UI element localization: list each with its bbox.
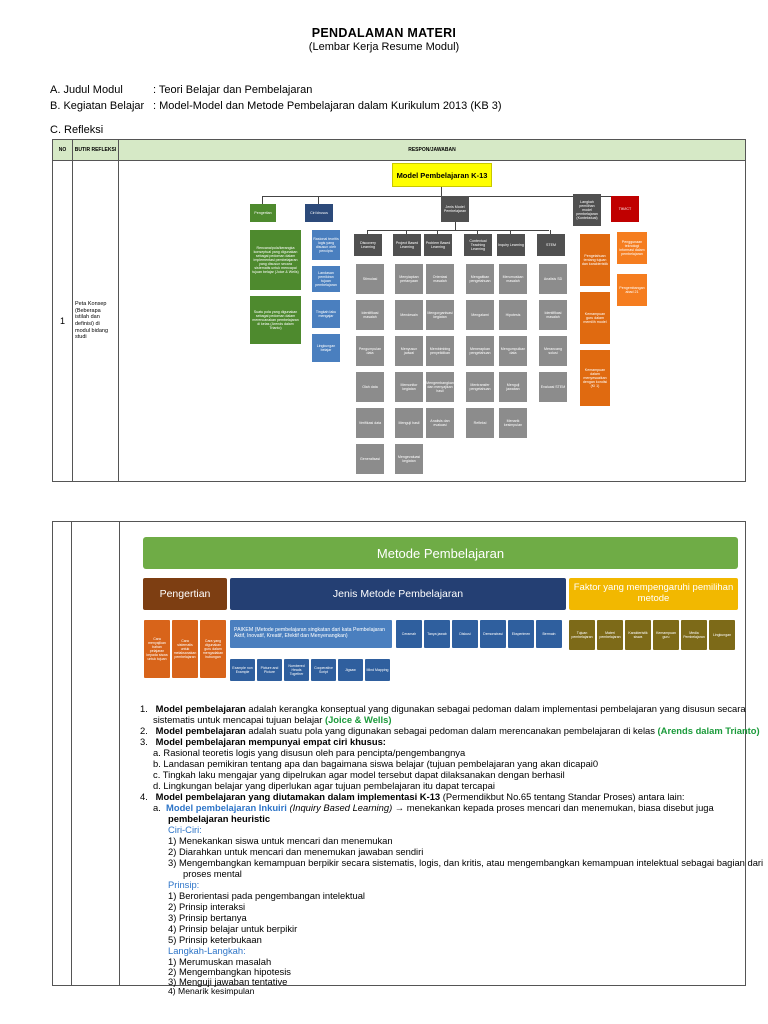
d2-head-pengertian: Pengertian xyxy=(143,578,227,610)
d2-pengertian-1: Cara menyajikan bahan pelajaran kepada siswa untuk tujuan xyxy=(144,620,170,678)
d1-jenis-2: Project Based Learning xyxy=(393,234,421,256)
header-butir: BUTIR REFLEKSI xyxy=(73,140,119,161)
d2-jenis1-6: Bermain xyxy=(536,620,562,648)
d1-pengertian: Pengertian xyxy=(250,204,276,222)
d2-faktor-4: Kemampuan guru xyxy=(653,620,679,650)
langkah-1: 1) Merumuskan masalah xyxy=(168,956,272,967)
d1-sub-2-6: Mengevaluasi kegiatan xyxy=(395,444,423,474)
prinsip-2: 2) Prinsip interaksi xyxy=(168,901,246,912)
d2-jenis1-3: Diskusi xyxy=(452,620,478,648)
langkah-2: 2) Mengembangkan hipotesis xyxy=(168,966,291,977)
d1-ciri-1: Rasional teoritis logis yang disusun oleh pencipta xyxy=(312,230,340,260)
meta-kegiatan-label: B. Kegiatan Belajar xyxy=(50,100,145,112)
d2-faktor-2: Materi pembelajaran xyxy=(597,620,623,650)
page-title: PENDALAMAN MATERI xyxy=(311,26,457,40)
ciri-3: 3) Mengembangkan kemampuan berpikir secara sistematis, logis, dan kritis, atau mengembangkan kemampuan intelektual sebagai bagian dari xyxy=(168,857,764,868)
d1-sub-4-5: Refleksi xyxy=(466,408,494,438)
d1-pengertian-1: Rencana/pola/kerangka konseptual yang digunakan sebagai pedoman dalam implementasi pembelajaran yang disusun secara sistematis untuk mencapai tujuan belajar (Joice & Wells) xyxy=(250,230,301,290)
meta-judul xyxy=(50,84,312,96)
d1-sub-1-5: Verifikasi data xyxy=(356,408,384,438)
d1-sub-6-3: Merancang solusi xyxy=(539,336,567,366)
d1-sub-6-2: Identifikasi masalah xyxy=(539,300,567,330)
d1-langkah-2: Kemampuan guru dalam memilih model xyxy=(580,292,610,344)
row-no: 1 xyxy=(53,161,73,482)
d1-sub-2-2: Mendesain xyxy=(395,300,423,330)
header-respon: RESPON/JAWABAN xyxy=(119,140,746,161)
page-subtitle: (Lembar Kerja Resume Modul) xyxy=(308,41,460,53)
prinsip-label: Prinsip: xyxy=(168,879,200,890)
item-3a: a. Rasional teoretis logis yang disusun oleh para pencipta/pengembangnya xyxy=(153,747,466,758)
d2-jenis2-5: Jigsaw xyxy=(338,659,363,681)
d1-sub-6-4: Evaluasi STEM xyxy=(539,372,567,402)
d1-tik-2: Pengembangan abad 21 xyxy=(617,274,647,306)
d2-faktor-5: Media Pembelajaran xyxy=(681,620,707,650)
d1-sub-4-2: Mengalami xyxy=(466,300,494,330)
d2-jenis1-1: Ceramah xyxy=(396,620,422,648)
d2-jenis1-5: Eksperimen xyxy=(508,620,534,648)
d2-pengertian-2: Cara sistematis untuk melaksanakan pembelajaran xyxy=(172,620,198,678)
langkah-4: 4) Menarik kesimpulan xyxy=(168,986,255,996)
ciri-2: 2) Diarahkan untuk mencari dan menemukan jawaban sendiri xyxy=(168,846,424,857)
d1-sub-4-4: Mentransfer pengetahuan xyxy=(466,372,494,402)
langkah-3: 3) Menguji jawaban tentative xyxy=(168,976,288,987)
d1-jenis-1: Discovery Learning xyxy=(354,234,382,256)
d2-jenis2-3: Numbered Heads Together xyxy=(284,659,309,681)
meta-judul-label: A. Judul Modul xyxy=(50,84,123,96)
d1-sub-5-5: Menarik kesimpulan xyxy=(499,408,527,438)
d1-sub-3-3: Membimbing penyelidikan xyxy=(426,336,454,366)
d1-sub-1-1: Stimulasi xyxy=(356,264,384,294)
d1-ciri-2: Landasan pemikiran tujuan pembelajaran xyxy=(312,266,340,292)
diagram1-title: Model Pembelajaran K-13 xyxy=(392,163,492,187)
d1-sub-1-3: Pengumpulan data xyxy=(356,336,384,366)
item-3b: b. Landasan pemikiran tentang apa dan bagaimana siswa belajar (tujuan pembelajaran yang akan dicapai0 xyxy=(153,758,599,769)
prinsip-3: 3) Prinsip bertanya xyxy=(168,912,247,923)
d1-sub-3-4: Mengembangkan dan menyajikan hasil xyxy=(426,372,454,402)
item-1-cont: sistematis untuk mencapai tujuan belajar (Joice & Wells) xyxy=(153,714,392,725)
d1-jenis-5: Inquiry Learning xyxy=(497,234,525,256)
meta-kegiatan xyxy=(50,100,502,112)
langkah-label: Langkah-Langkah: xyxy=(168,945,246,956)
prinsip-4: 4) Prinsip belajar untuk berpikir xyxy=(168,923,298,934)
d1-jenis-6: STEM xyxy=(537,234,565,256)
d1-langkah-3: Kemampuan dalam menyesuaikan dengan kondisi (KI 1) xyxy=(580,350,610,406)
d2-faktor-3: Karakteristik siswa xyxy=(625,620,651,650)
d1-sub-6-1: Analisis SD xyxy=(539,264,567,294)
d1-sub-1-6: Generalisasi xyxy=(356,444,384,474)
d1-sub-2-5: Menguji hasil xyxy=(395,408,423,438)
ciri-1: 1) Menekankan siswa untuk mencari dan menemukan xyxy=(168,835,393,846)
d2-jenis2-2: Picture and Picture xyxy=(257,659,282,681)
ciri-label: Ciri-Ciri: xyxy=(168,824,202,835)
d1-sub-3-2: Mengorganisasi kegiatan xyxy=(426,300,454,330)
d1-sub-5-1: Merumuskan masalah xyxy=(499,264,527,294)
ciri-3-cont: proses mental xyxy=(183,868,242,879)
d1-jenis-3: Problem Based Learning xyxy=(424,234,452,256)
d2-title: Metode Pembelajaran xyxy=(143,537,738,569)
d2-paikem: PAIKEM (Metode pembelajaran singkatan dari kata Pembelajaran Aktif, Inovatif, Kreatif, Efektif dan Menyenangkan) xyxy=(230,620,392,648)
meta-kegiatan-value: : Model-Model dan Metode Pembelajaran dalam Kurikulum 2013 (KB 3) xyxy=(153,100,502,112)
d1-sub-5-3: Mengumpulkan data xyxy=(499,336,527,366)
d1-langkah-1: Pengetahuan tentang tujuan dan karakteristik xyxy=(580,234,610,286)
d1-sub-3-5: Analisis dan evaluasi xyxy=(426,408,454,438)
item-1: 1. Model pembelajaran adalah kerangka konseptual yang digunakan sebagai pedoman dalam implementasi pembelajaran yang disusun secara xyxy=(140,703,746,714)
item-4a-cont: pembelajaran heuristic xyxy=(168,813,271,824)
d2-faktor-6: Lingkungan xyxy=(709,620,735,650)
d1-ciri: Ciri khusus xyxy=(305,204,333,222)
d1-sub-2-1: Menyiapkan pertanyaan xyxy=(395,264,423,294)
d2-jenis2-6: Mind Mapping xyxy=(365,659,390,681)
d1-tik-1: Penggunaan teknologi informasi dalam pembelajaran xyxy=(617,232,647,264)
item-3d: d. Lingkungan belajar yang diperlukan agar tujuan pembelajaran itu dapat tercapai xyxy=(153,780,495,791)
d1-ciri-3: Tingkah laku mengajar xyxy=(312,300,340,328)
d2-pengertian-3: Cara yang digunakan guru dalam mengadakan hubungan xyxy=(200,620,226,678)
d1-tik: TIK/ICT xyxy=(611,196,639,222)
d2-jenis2-4: Cooperative Script xyxy=(311,659,336,681)
item-3c: c. Tingkah laku mengajar yang dipelrukan agar model tersebut dapat dilaksanakan dengan berhasil xyxy=(153,769,565,780)
prinsip-1: 1) Berorientasi pada pengembangan intelektual xyxy=(168,890,366,901)
d1-sub-4-1: Mengaitkan pengetahuan xyxy=(466,264,494,294)
d2-jenis2-1: Example non Example xyxy=(230,659,255,681)
d1-ciri-4: Lingkungan belajar xyxy=(312,334,340,362)
d2-jenis1-4: Demonstrasi xyxy=(480,620,506,648)
item-3: 3. Model pembelajaran mempunyai empat ciri khusus: xyxy=(140,736,386,747)
row-butir: Peta Konsep (Beberapa istilah dan definisi) di modul bidang studi xyxy=(73,161,119,482)
d1-sub-5-2: Hipotesis xyxy=(499,300,527,330)
d2-head-faktor: Faktor yang mempengaruhi pemilihan metode xyxy=(569,578,738,610)
d1-jenis: Jenis Model Pembelajaran xyxy=(441,196,469,222)
d1-sub-2-4: Memonitor kegiatan xyxy=(395,372,423,402)
header-no: NO xyxy=(53,140,73,161)
meta-judul-value: : Teori Belajar dan Pembelajaran xyxy=(153,84,313,96)
item-4a: a. Model pembelajaran Inkuiri (Inquiry Based Learning) → menekankan kepada proses mencari dan menemukan, biasa disebut juga xyxy=(153,802,714,813)
d1-sub-5-4: Menguji jawaban xyxy=(499,372,527,402)
item-4: 4. Model pembelajaran yang diutamakan dalam implementasi K-13 (Permendikbut No.65 tentang Standar Proses) antara lain: xyxy=(140,791,685,802)
d1-sub-3-1: Orientasi masalah xyxy=(426,264,454,294)
prinsip-5: 5) Prinsip keterbukaan xyxy=(168,934,262,945)
item-2: 2. Model pembelajaran adalah suatu pola yang digunakan sebagai pedoman dalam merencanakan pembelajaran di kelas (Arends dalam Trianto) xyxy=(140,725,760,736)
d1-jenis-4: Contextual Teaching Learning xyxy=(464,234,492,256)
d1-pengertian-2: Suatu pola yang digunakan sebagai pedoman dalam merencanakan pembelajaran di kelas (Arends dalam Trianto) xyxy=(250,296,301,344)
d1-sub-1-2: Identifikasi masalah xyxy=(356,300,384,330)
d2-head-jenis: Jenis Metode Pembelajaran xyxy=(230,578,566,610)
d2-jenis1-2: Tanya jawab xyxy=(424,620,450,648)
d2-faktor-1: Tujuan pembelajaran xyxy=(569,620,595,650)
d1-sub-2-3: Menyusun jadwal xyxy=(395,336,423,366)
d1-langkah: Langkah pemilihan model pembelajaran (Kontekstual) xyxy=(573,194,601,226)
meta-refleksi: C. Refleksi xyxy=(50,124,104,136)
d1-sub-1-4: Olah data xyxy=(356,372,384,402)
d1-sub-4-3: Menerapkan pengetahuan xyxy=(466,336,494,366)
